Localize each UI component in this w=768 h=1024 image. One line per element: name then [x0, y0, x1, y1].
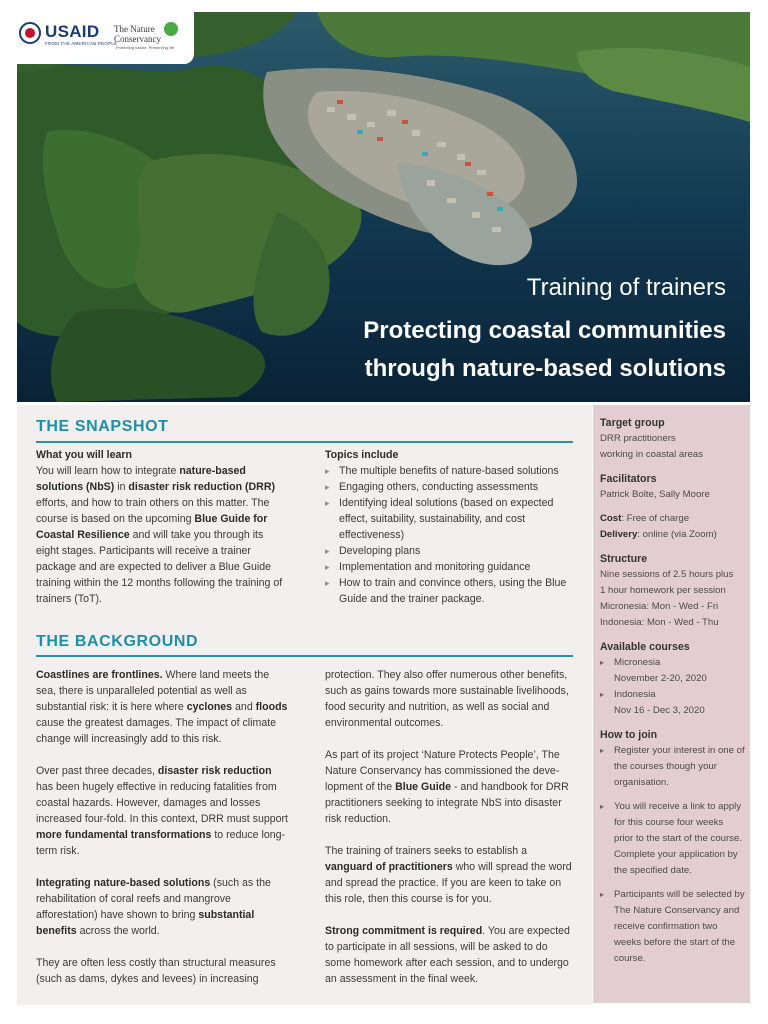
logo-bar	[17, 12, 194, 64]
cost-delivery-block	[600, 511, 745, 543]
join-step: ▸ Participants will be selected by The Nature Conservancy and receive confirmation two weeks before the start of the course.	[600, 887, 745, 967]
topic-item: ▸ Developing plans	[325, 543, 577, 559]
topic-item: ▸ Identifying ideal solutions (based on expected effect, suitability, sustainability, and cost effectiveness)	[325, 495, 577, 543]
background-paragraph: Strong commitment is required. You are expected to participate in all sessions, will be asked to do some homework after each session, and to undergo an assessment in the final week.	[325, 925, 570, 985]
topics-list	[325, 463, 577, 607]
background-paragraph: Over past three decades, disaster risk reduction has been hugely effective in reducing fatalities from coastal hazards. However, damages and losses increased four-fold. In this context, DRR must support more fundamental transformations to reduce long-term risk.	[36, 765, 289, 857]
course-item: ▸ Indonesia Nov 16 - Dec 3, 2020	[600, 687, 745, 719]
target-group-line: working in coastal areas	[600, 449, 703, 460]
tnc-leaf-icon	[164, 22, 178, 36]
facilitators-names: Patrick Bolte, Sally Moore	[600, 489, 710, 500]
join-step: ▸ Register your interest in one of the courses though your organisation.	[600, 743, 745, 791]
topics-column	[325, 447, 577, 607]
course-info-sidebar	[593, 405, 750, 1003]
structure-block	[600, 551, 745, 631]
background-paragraph: Integrating nature-based solutions (such as the rehabilitation of coral reefs and mangrove afforestation) have shown to bring substantial benefits across the world.	[36, 877, 271, 937]
topic-item: ▸ How to train and convince others, using the Blue Guide and the trainer package.	[325, 575, 577, 607]
how-to-join-block	[600, 727, 745, 967]
usaid-seal-icon	[19, 22, 41, 44]
usaid-logo: USAID	[45, 22, 100, 41]
topics-heading: Topics include	[325, 449, 399, 461]
structure-line: 1 hour homework per session	[600, 585, 726, 596]
sidebar-content	[600, 415, 745, 975]
background-paragraph: The training of trainers seeks to establish a vanguard of practitioners who will spread the word and spread the practice. If you are keen to take on this role, then this course is for you.	[325, 845, 572, 905]
hero-subtitle: Training of trainers	[526, 274, 726, 301]
background-column-left	[36, 667, 288, 1003]
topic-item: ▸ The multiple benefits of nature-based solutions	[325, 463, 577, 479]
topic-item: ▸ Implementation and monitoring guidance	[325, 559, 577, 575]
structure-line: Nine sessions of 2.5 hours plus	[600, 569, 734, 580]
background-heading: THE BACKGROUND	[36, 633, 199, 650]
facilitators-block	[600, 471, 745, 503]
background-rule	[36, 655, 573, 657]
courses-list	[600, 655, 745, 719]
learn-column	[36, 447, 286, 607]
course-item: ▸ Micronesia November 2-20, 2020	[600, 655, 745, 687]
background-paragraph: They are often less costly than structural measures (such as dams, dykes and levees) in increasing	[36, 957, 276, 985]
tnc-logo: The Nature Conservancy	[114, 24, 161, 44]
background-paragraph: Coastlines are frontlines. Where land meets the sea, there is unparalleled potential as well as substantial risk: it is here where cyclones and floods cause the greatest damages. The impact of climate change will increasingly add to this risk.	[36, 669, 288, 745]
learn-heading: What you will learn	[36, 449, 132, 461]
topic-item: ▸ Engaging others, conducting assessments	[325, 479, 577, 495]
background-paragraph: protection. They also offer numerous other benefits, such as gains towards more sustainable livelihoods, food security and nutrition, as well as social and environmental outcomes.	[325, 669, 569, 729]
how-to-join-heading: How to join	[600, 729, 658, 741]
structure-line: Micronesia: Mon - Wed - Fri	[600, 601, 719, 612]
hero-title	[363, 312, 726, 388]
structure-heading: Structure	[600, 553, 648, 565]
join-step: ▸ You will receive a link to apply for this course four weeks prior to the start of the course. Complete your application by the specified date.	[600, 799, 745, 879]
available-courses-block	[600, 639, 745, 719]
target-group-line: DRR practitioners	[600, 433, 676, 444]
join-steps-list	[600, 743, 745, 967]
tnc-tagline: Protecting nature. Preserving life.	[116, 45, 176, 50]
delivery-line: Delivery: online (via Zoom)	[600, 529, 717, 540]
main-content	[17, 405, 592, 1005]
cost-line: Cost: Free of charge	[600, 513, 690, 524]
target-group-heading: Target group	[600, 417, 665, 429]
hero-photo	[17, 12, 750, 402]
background-column-right	[325, 667, 575, 1003]
hero-title-line-2: through nature-based solutions	[364, 355, 726, 382]
hero-title-line-1: Protecting coastal communities	[363, 317, 726, 344]
background-paragraph: As part of its project ‘Nature Protects People’, The Nature Conservancy has commissioned the deve-lopment of the Blue Guide - and handbook for DRR practitioners seeking to integrate NbS into disaster risk reduction.	[325, 749, 569, 825]
learn-text: You will learn how to integrate nature-based solutions (NbS) in disaster risk reduction (DRR) efforts, and how to train others on this matter. The course is based on the upcoming Blue Guide for Coastal Resilience and will take you through its eight stages. Participants will receive a trainer package and are expected to deliver a Blue Guide training within the 12 months following the training of trainers (ToT).	[36, 465, 283, 605]
usaid-tagline: FROM THE AMERICAN PEOPLE	[45, 41, 118, 46]
available-courses-heading: Available courses	[600, 641, 690, 653]
target-group-block	[600, 415, 745, 463]
snapshot-rule	[36, 441, 573, 443]
facilitators-heading: Facilitators	[600, 473, 657, 485]
structure-line: Indonesia: Mon - Wed - Thu	[600, 617, 719, 628]
snapshot-heading: THE SNAPSHOT	[36, 418, 169, 435]
